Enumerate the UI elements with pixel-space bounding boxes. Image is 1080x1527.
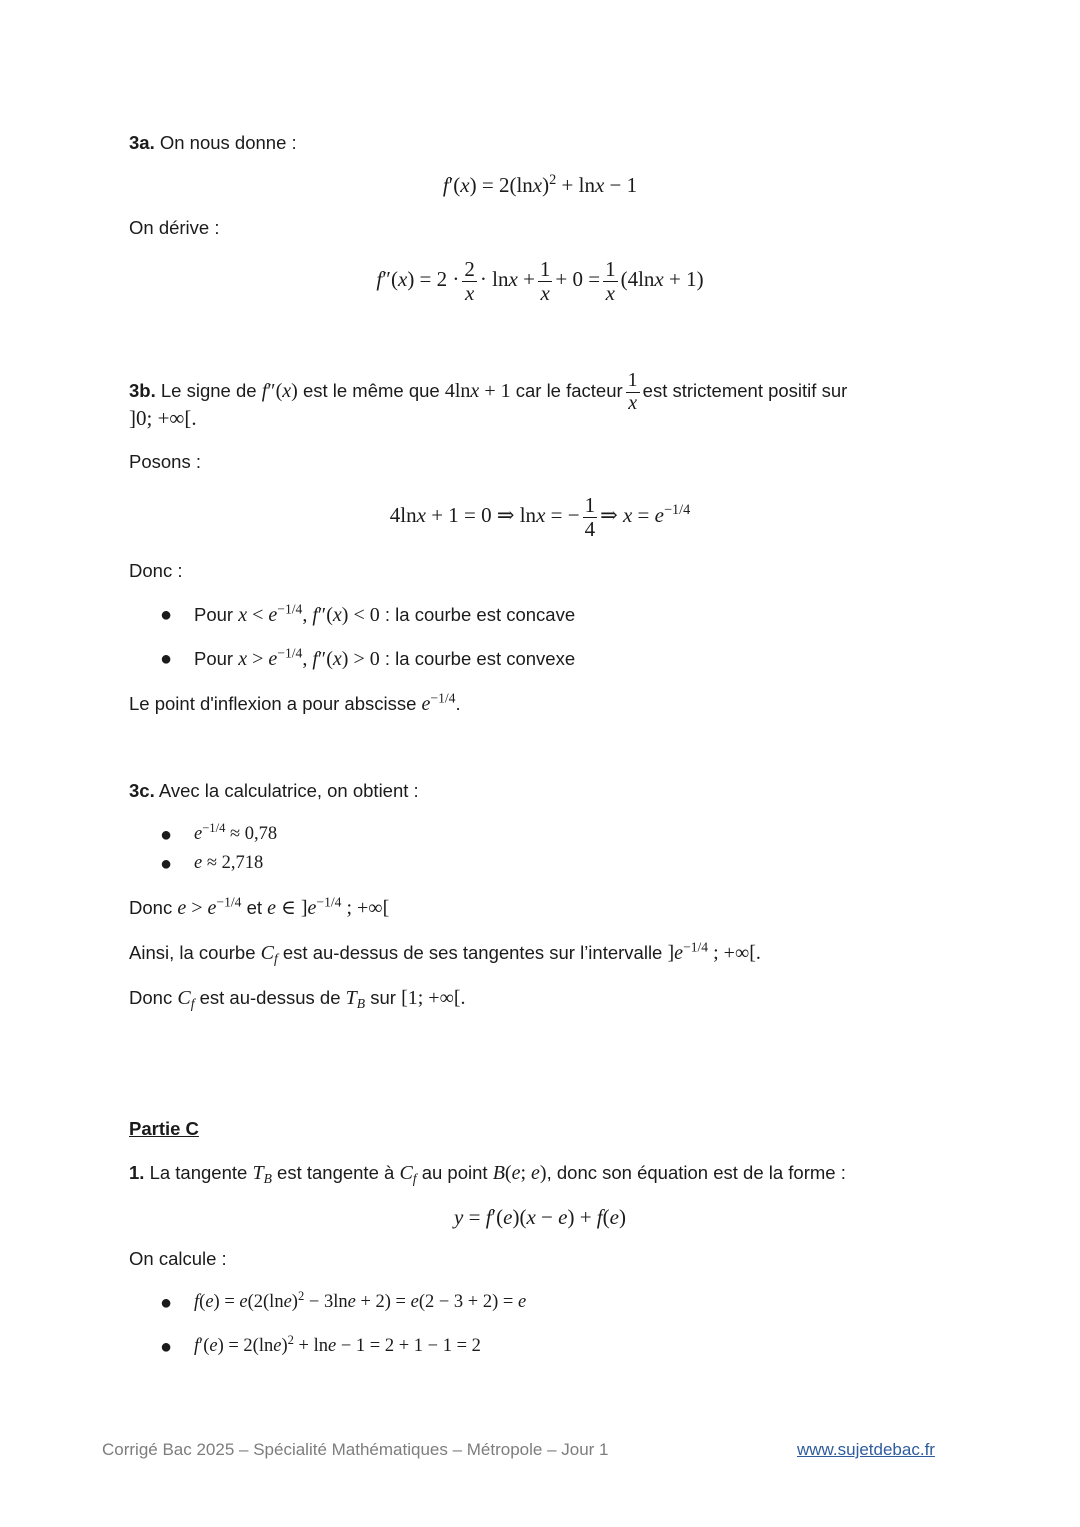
q3c-intro-line [129, 779, 419, 803]
bullet-marker: ● [160, 853, 173, 875]
q3b-text-b: est le même que [302, 379, 440, 401]
q3c-ainsi-a: Ainsi, la courbe [129, 942, 256, 963]
bullet-marker: ● [160, 1336, 173, 1358]
partie-c-title: Partie C [129, 1118, 199, 1139]
partie-c-q1-d: , donc son équation est de la forme : [546, 1162, 846, 1183]
q3c-intro: Avec la calculatrice, on obtient : [158, 780, 419, 801]
q3b-posons: Posons : [129, 451, 201, 472]
q3b-bullet2-text: : la courbe est convexe [384, 648, 576, 669]
bullet-marker: ● [160, 1292, 173, 1314]
partie-c-tangent-equation: y = f′(e)(x − e) + f(e) [454, 1205, 626, 1229]
partie-c-bullet1: $f(e) = e(2(\ln e)^2 - 3\ln e + 2) = e(2 - 3 + 2) = e$ [194, 1289, 527, 1312]
q3a-intro-line [129, 131, 297, 155]
q3a-equation-fprime: $f'(x) = 2(\ln x)^2 + \ln x - 1$ [442, 172, 638, 197]
q3b-interval: ]0; +∞[. [129, 406, 197, 430]
q3a-derive: On dérive : [129, 217, 220, 238]
q3b-bullet-convexe: Pour $x > e^{-1/4}$, f″(x) > 0 : la courbe est convexe [194, 645, 576, 670]
q3b-inflexion-text: Le point d'inflexion a pour abscisse [129, 693, 417, 714]
q3c-ainsi-b: est au-dessus de ses tangentes sur l’intervalle [282, 942, 663, 963]
partie-c-q1-b: est tangente à [277, 1162, 395, 1183]
q3c-et: et [246, 897, 263, 918]
q3b-label: 3b. [129, 379, 156, 401]
q3b-text-c: car le facteur [515, 379, 623, 401]
partie-c-q1-line: 1. La tangente $T_B$ est tangente à $C_f$ au point B(e; e), donc son équation est de la forme : [129, 1162, 846, 1187]
bullet-marker: ● [160, 648, 173, 670]
partie-c-calcule: On calcule : [129, 1248, 227, 1269]
q3b-bullet-concave: Pour $x < e^{-1/4}$, f″(x) < 0 : la courbe est concave [194, 601, 576, 626]
q3b-line1: 3b. Le signe de f″(x) est le même que 4lnx + 1 car le facteur $\frac{1}{x}$ est strictement positif sur [129, 369, 848, 414]
q3c-final-line: Donc $C_f$ est au-dessus de $T_B$ sur [1; +∞[. [129, 987, 466, 1012]
q3c-ainsi-line: Ainsi, la courbe $C_f$ est au-dessus de ses tangentes sur l’intervalle ]$e^{-1/4}$ ; +∞[. [129, 939, 761, 967]
q3b-donc: Donc : [129, 560, 183, 581]
q3a-label: 3a. [129, 132, 155, 153]
q3b-text-a: Le signe de [160, 379, 257, 401]
partie-c-q1-a: La tangente [149, 1162, 248, 1183]
q3c-donc-prefix: Donc [129, 897, 173, 918]
q3c-bullet2: e ≈ 2,718 [194, 853, 264, 873]
partie-c-q1-c: au point [421, 1162, 488, 1183]
q3b-bullet1-text: : la courbe est concave [384, 604, 576, 625]
q3a-intro: On nous donne : [159, 132, 297, 153]
partie-c-q1-label: 1. [129, 1162, 145, 1183]
q3c-donc-line: Donc $e > e^{-1/4}$ et e ∈ ]$e^{-1/4}$ ; +∞[ [129, 894, 390, 919]
footer-title: Corrigé Bac 2025 – Spécialité Mathématiques – Métropole – Jour 1 [102, 1440, 609, 1459]
q3c-bullet1: $e^{-1/4} \approx 0,78$ [194, 821, 278, 844]
q3c-label: 3c. [129, 780, 155, 801]
q3c-final-c: sur [370, 987, 396, 1008]
q3b-equation: 4lnx + 1 = 0 ⇒ lnx = − $\frac{1}{4}$ ⇒ $x = e^{-1/4}$ [389, 493, 691, 541]
q3a-equation-fsecond: f″(x) = 2 · $\frac{2}{x}$ · lnx + $\frac{1}{x}$ + 0 = $\frac{1}{x}$ (4lnx + 1) [376, 257, 704, 305]
q3b-inflexion: Le point d'inflexion a pour abscisse $e^{-1/4}$. [129, 690, 461, 715]
q3c-final-b: est au-dessus de [199, 987, 341, 1008]
q3b-text-d: est strictement positif sur [642, 379, 848, 401]
footer-link[interactable]: www.sujetdebac.fr [797, 1440, 935, 1459]
partie-c-bullet2: $f'(e) = 2(\ln e)^2 + \ln e - 1 = 2 + 1 - 1 = 2$ [194, 1333, 481, 1356]
bullet-marker: ● [160, 824, 173, 846]
q3c-final-a: Donc [129, 987, 173, 1008]
bullet-marker: ● [160, 604, 173, 626]
